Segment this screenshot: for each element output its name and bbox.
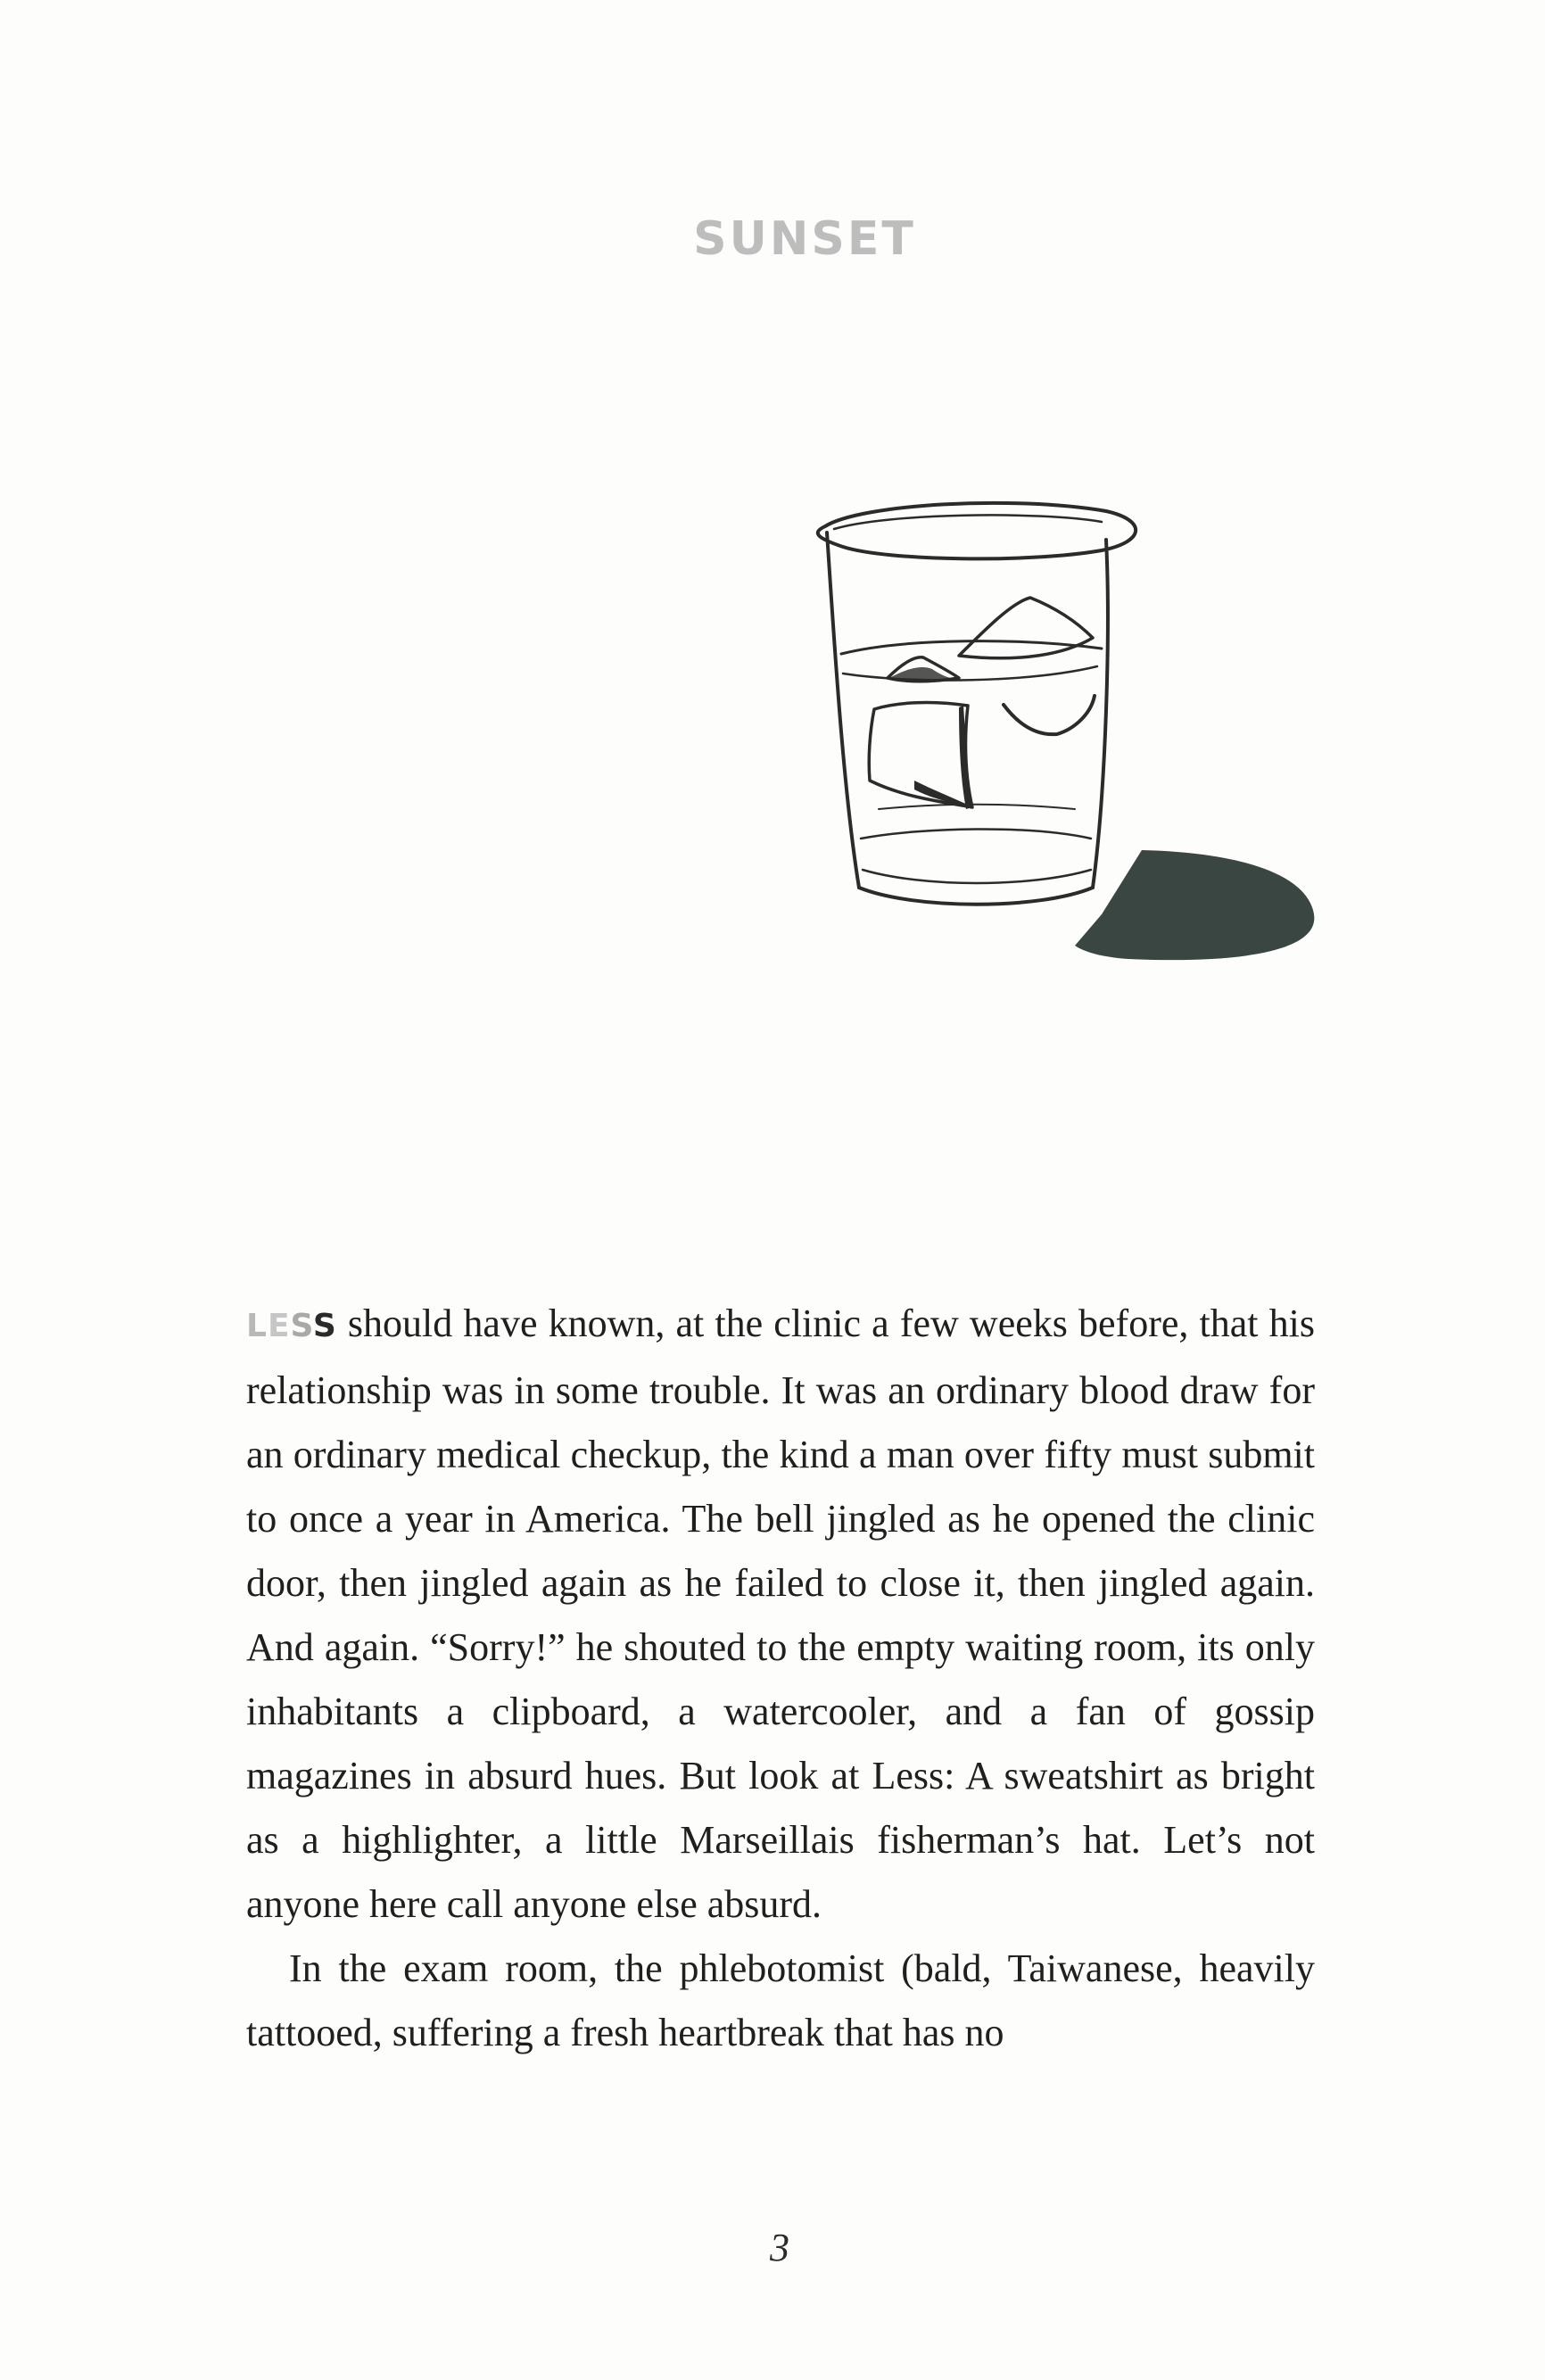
chapter-title: SUNSET: [693, 212, 916, 266]
paragraph-1-text: should have known, at the clinic a few weeks before, that his relationship was in some trouble. It was an ordinary blood draw for an ordinary medical checkup, the kind a man over fifty must submit to once a year in America. The bell jingled as he opened the clinic door, then jingled again as he failed to close it, then jingled again. And again. “Sorry!” he shouted to the empty waiting room, its only inhabitants a clipboard, a watercooler, and a fan of gossip magazines in absurd hues. But look at Less: A sweatshirt as bright as a highlighter, a little Marseillais fisherman’s hat. Let’s not anyone here call anyone else absurd.: [246, 1302, 1315, 1926]
paragraph-1: [246, 1292, 1315, 1937]
glass-of-ice-water-icon: [807, 495, 1325, 977]
chapter-lead-in: LESS: [246, 1308, 337, 1344]
paragraph-2: In the exam room, the phlebotomist (bald, Taiwanese, heavily tattooed, suffering a fresh heartbreak that has no: [246, 1946, 1315, 2054]
page-number: 3: [770, 2226, 789, 2269]
body-text: [246, 1292, 1315, 2065]
glass-shadow: [1075, 850, 1314, 960]
